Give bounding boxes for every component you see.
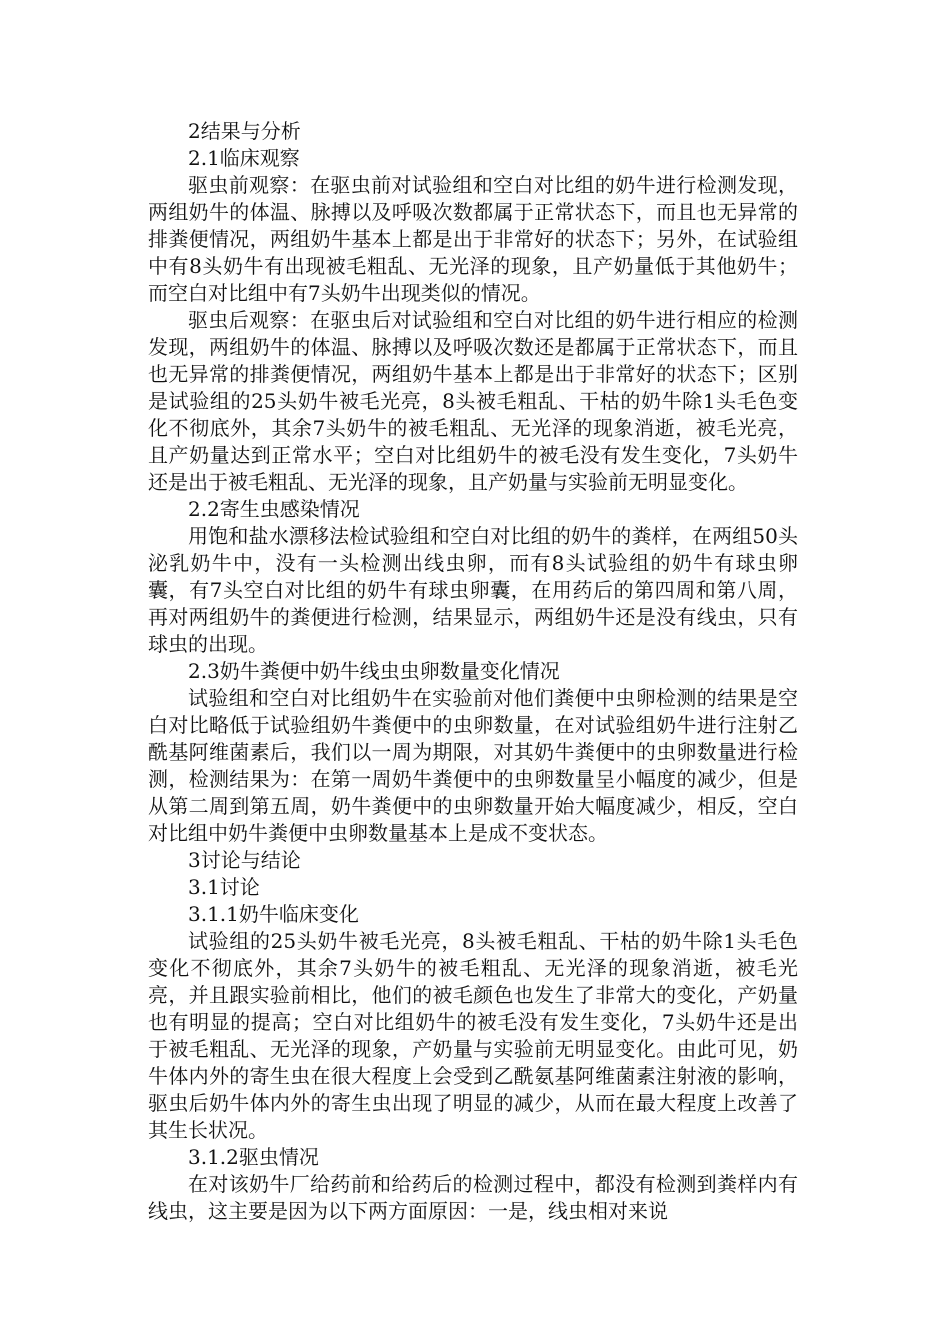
- paragraph-post-deworming: 驱虫后观察：在驱虫后对试验组和空白对比组的奶牛进行相应的检测发现，两组奶牛的体温、脉搏以及呼吸次数还是都属于正常状态下，而且也无异常的排粪便情况，两组奶牛基本上都是出于非常好的状态下；区别是试验组的25头奶牛被毛光亮，8头被毛粗乱、干枯的奶牛除1头毛色变化不彻底外，其余7头奶牛的被毛粗乱、无光泽的现象消逝，被毛光亮，且产奶量达到正常水平；空白对比组奶牛的被毛没有发生变化，7头奶牛还是出于被毛粗乱、无光泽的现象，且产奶量与实验前无明显变化。: [148, 308, 798, 494]
- heading-parasite-infection: 2.2寄生虫感染情况: [188, 497, 360, 521]
- document-body: [148, 118, 798, 1225]
- heading-clinical-change: 3.1.1奶牛临床变化: [188, 902, 359, 926]
- paragraph-egg-count-change: 试验组和空白对比组奶牛在实验前对他们粪便中虫卵检测的结果是空白对比略低于试验组奶牛粪便中的虫卵数量，在对试验组奶牛进行注射乙酰基阿维菌素后，我们以一周为期限，对其奶牛粪便中的虫卵数量进行检测，检测结果为：在第一周奶牛粪便中的虫卵数量呈小幅度的减少，但是从第二周到第五周，奶牛粪便中的虫卵数量开始大幅度减少，相反，空白对比组中奶牛粪便中虫卵数量基本上是成不变状态。: [148, 686, 798, 845]
- heading-results-analysis: 2结果与分析: [188, 119, 301, 143]
- heading-clinical-observation: 2.1临床观察: [188, 146, 300, 170]
- paragraph-pre-deworming: 驱虫前观察：在驱虫前对试验组和空白对比组的奶牛进行检测发现，两组奶牛的体温、脉搏以及呼吸次数都属于正常状态下，而且也无异常的排粪便情况，两组奶牛基本上都是出于非常好的状态下；另外，在试验组中有8头奶牛有出现被毛粗乱、无光泽的现象，且产奶量低于其他奶牛；而空白对比组中有7头奶牛出现类似的情况。: [148, 173, 798, 305]
- heading-egg-count-change: 2.3奶牛粪便中奶牛线虫虫卵数量变化情况: [188, 659, 560, 683]
- heading-discussion: 3.1讨论: [188, 875, 260, 899]
- heading-deworming-status: 3.1.2驱虫情况: [188, 1145, 319, 1169]
- paragraph-clinical-change: 试验组的25头奶牛被毛光亮，8头被毛粗乱、干枯的奶牛除1头毛色变化不彻底外，其余7头奶牛的被毛粗乱、无光泽的现象消逝，被毛光亮，并且跟实验前相比，他们的被毛颜色也发生了非常大的变化，产奶量也有明显的提高；空白对比组奶牛的被毛没有发生变化，7头奶牛还是出于被毛粗乱、无光泽的现象，产奶量与实验前无明显变化。由此可见，奶牛体内外的寄生虫在很大程度上会受到乙酰氨基阿维菌素注射液的影响，驱虫后奶牛体内外的寄生虫出现了明显的减少，从而在最大程度上改善了其生长状况。: [148, 929, 798, 1142]
- heading-discussion-conclusion: 3讨论与结论: [188, 848, 301, 872]
- paragraph-deworming-status: 在对该奶牛厂给药前和给药后的检测过程中，都没有检测到粪样内有线虫，这主要是因为以下两方面原因：一是，线虫相对来说: [148, 1172, 798, 1223]
- paragraph-parasite-infection: 用饱和盐水漂移法检试验组和空白对比组的奶牛的粪样，在两组50头泌乳奶牛中，没有一头检测出线虫卵，而有8头试验组的奶牛有球虫卵囊，有7头空白对比组的奶牛有球虫卵囊，在用药后的第四周和第八周，再对两组奶牛的粪便进行检测，结果显示，两组奶牛还是没有线虫，只有球虫的出现。: [148, 524, 798, 656]
